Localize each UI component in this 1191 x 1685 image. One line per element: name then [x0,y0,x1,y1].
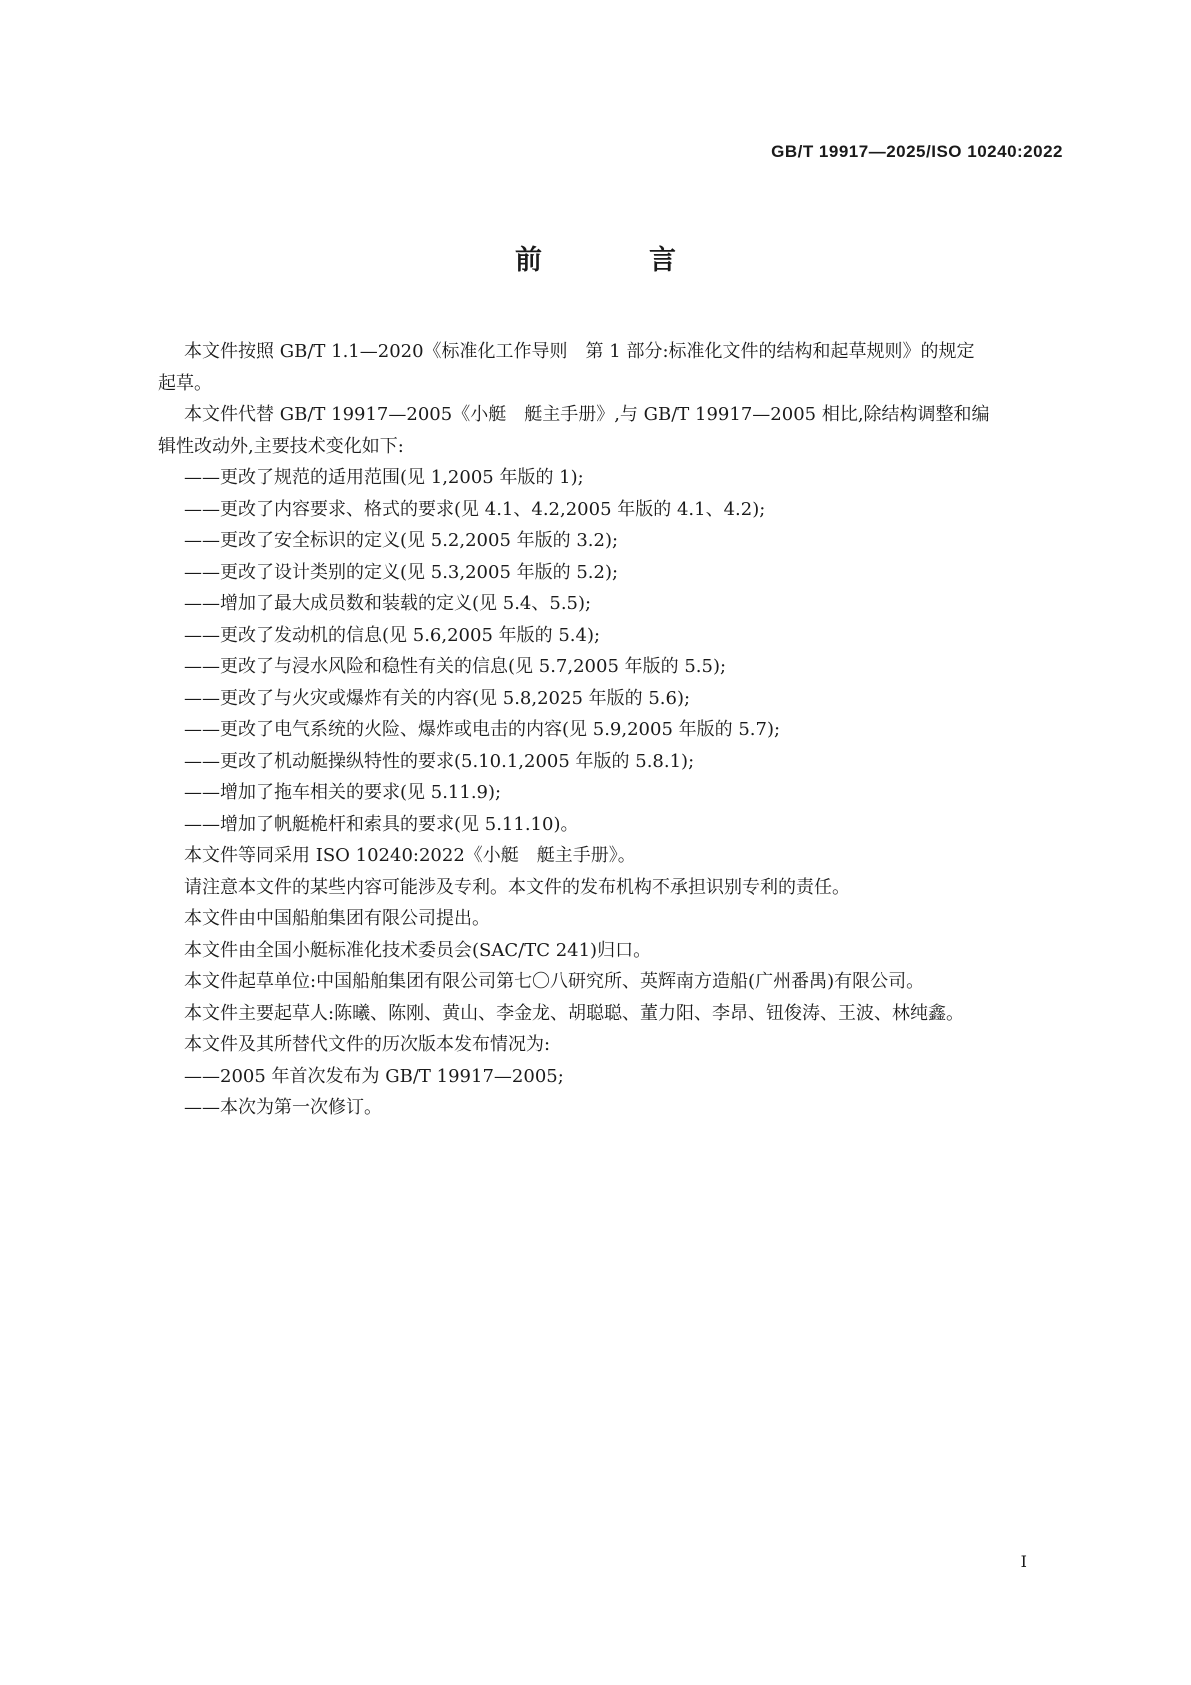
paragraph-line: 起草。 [158,372,212,394]
change-item: ——更改了与火灾或爆炸有关的内容(见 5.8,2025 年版的 5.6); [184,687,691,709]
history-item: ——本次为第一次修订。 [184,1097,382,1118]
paragraph-line: 本文件按照 GB/T 1.1—2020《标准化工作导则 第 1 部分:标准化文件的结构和起草规则》的规定 [184,341,975,362]
page-number: I [1020,1552,1027,1571]
paragraph-line: 本文件由全国小艇标准化技术委员会(SAC/TC 241)归口。 [184,939,652,961]
paragraph-line: 本文件主要起草人:陈曦、陈刚、黄山、李金龙、胡聪聪、董力阳、李昂、钮俊涛、王波、林纯鑫。 [184,1002,965,1024]
standard-code: GB/T 19917—2025/ISO 10240:2022 [771,142,1063,161]
change-item: ——更改了设计类别的定义(见 5.3,2005 年版的 5.2); [184,561,619,583]
paragraph-line: 本文件由中国船舶集团有限公司提出。 [184,908,490,929]
change-item: ——更改了与浸水风险和稳性有关的信息(见 5.7,2005 年版的 5.5); [184,656,727,677]
foreword-body [158,336,1062,1124]
change-item: ——更改了规范的适用范围(见 1,2005 年版的 1); [184,467,584,488]
page-title: 前 言 [515,245,716,276]
change-item: ——增加了拖车相关的要求(见 5.11.9); [184,782,502,803]
paragraph-line: 请注意本文件的某些内容可能涉及专利。本文件的发布机构不承担识别专利的责任。 [184,876,850,898]
change-item: ——更改了电气系统的火险、爆炸或电击的内容(见 5.9,2005 年版的 5.7); [184,719,781,740]
paragraph-line: 辑性改动外,主要技术变化如下: [158,435,404,457]
paragraph-line: 本文件代替 GB/T 19917—2005《小艇 艇主手册》,与 GB/T 19917—2005 相比,除结构调整和编 [184,404,990,425]
change-item: ——更改了安全标识的定义(见 5.2,2005 年版的 3.2); [184,530,619,551]
change-item: ——更改了内容要求、格式的要求(见 4.1、4.2,2005 年版的 4.1、4.2); [184,498,766,520]
paragraph-line: 本文件起草单位:中国船舶集团有限公司第七〇八研究所、英辉南方造船(广州番禺)有限公司。 [184,971,925,992]
paragraph-line: 本文件及其所替代文件的历次版本发布情况为: [184,1034,551,1055]
change-item: ——增加了帆艇桅杆和索具的要求(见 5.11.10)。 [184,813,579,835]
change-item: ——更改了机动艇操纵特性的要求(5.10.1,2005 年版的 5.8.1); [184,750,695,772]
history-item: ——2005 年首次发布为 GB/T 19917—2005; [184,1065,564,1087]
change-item: ——更改了发动机的信息(见 5.6,2005 年版的 5.4); [184,624,601,646]
change-item: ——增加了最大成员数和装载的定义(见 5.4、5.5); [184,593,592,614]
paragraph-line: 本文件等同采用 ISO 10240:2022《小艇 艇主手册》。 [184,845,636,866]
